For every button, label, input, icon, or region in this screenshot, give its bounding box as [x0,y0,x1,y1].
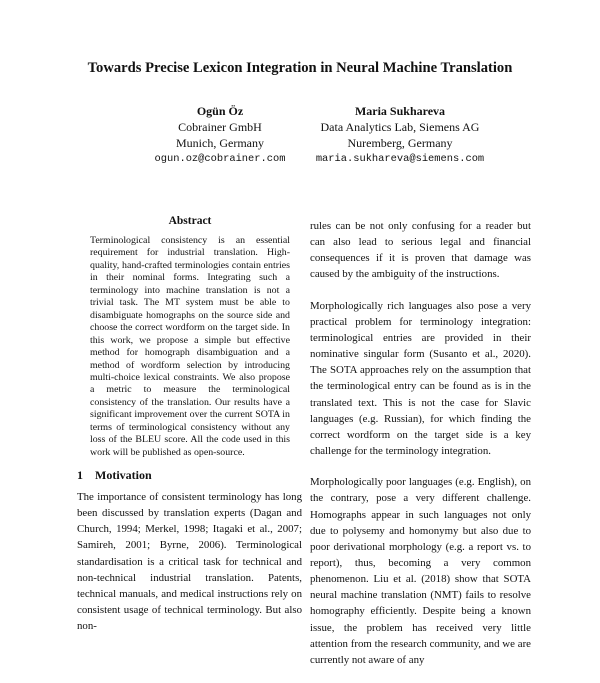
section-number: 1 [77,468,83,482]
abstract-text: Terminological consistency is an essential requirement for industrial translation. High-quality, hand-crafted terminologies contain entries in their nominal forms. Integrating such a terminology into machine translation is not a trivial task. The MT system must be able to disambiguate homographs on the source side and choose the correct wordform on the target side. In this work, we propose a simple but effective method for homograph disambiguation and a method of wordform selection by introducing multi-choice lexical constraints. We also propose a metric to measure the terminological consistency of the translation. Our results have a significant improvement over the current SOTA in terms of terminological consistency without any loss of the BLEU score. All the code used in this work will be published as open-source. [90,235,290,458]
author-location: Nuremberg, Germany [347,136,453,150]
section-title: Motivation [95,468,152,482]
section-heading [77,468,302,483]
author-name: Maria Sukhareva [354,104,446,118]
abstract-heading: Abstract [168,215,212,227]
author-affiliation: Data Analytics Lab, Siemens AG [320,120,480,134]
author-name: Ogün Öz [196,104,244,118]
author-block-2 [290,103,510,167]
paragraph: Morphologically poor languages (e.g. English), on the contrary, pose a very different challenge. Homographs appear in such languages not only due to polysemy and homonymy but also due to poor derivational morphology (e.g. a report vs. to report), thus, becoming a very common phenomenon. Liu et al. (2018) show that SOTA neural machine translation (NMT) fails to resolve homography efficiently. Despite being a known issue, the problem has received very little attention from the research community, and we are currently not aware of any [310,476,531,666]
author-email[interactable]: ogun.oz@cobrainer.com [154,153,286,165]
paper-title: Towards Precise Lexicon Integration in Neural Machine Translation [87,60,513,76]
paragraph: rules can be not only confusing for a reader but can also lead to serious legal and financial consequences if it is proven that damage was caused by the ambiguity of the instructions. [310,220,531,281]
right-column [310,218,531,683]
left-column-text: The importance of consistent terminology has long been discussed by translation experts (Dagan and Church, 1994; Merkel, 1998; Itagaki et al., 2007; Samireh, 2001; Byrne, 2006). Terminological standardisation is a critical task for technical and non-technical industrial translation. Patents, technical manuals, and medical instructions rely on consistent usage of technical terminology. But also non- [77,491,302,633]
paragraph: Morphologically rich languages also pose a very practical problem for terminology integration: terminological entries are provided in their nominative singular form (Susanto et al., 2020). The SOTA approaches rely on the assumption that the terminological entry can be found as is in the translated text. This is not the case for Slavic languages (e.g. Russian), for which finding the correct wordform on the target side is a key challenge for the terminology integration. [310,299,531,458]
author-email[interactable]: maria.sukhareva@siemens.com [315,153,485,165]
author-affiliation: Cobrainer GmbH [178,120,262,134]
author-location: Munich, Germany [176,136,264,150]
